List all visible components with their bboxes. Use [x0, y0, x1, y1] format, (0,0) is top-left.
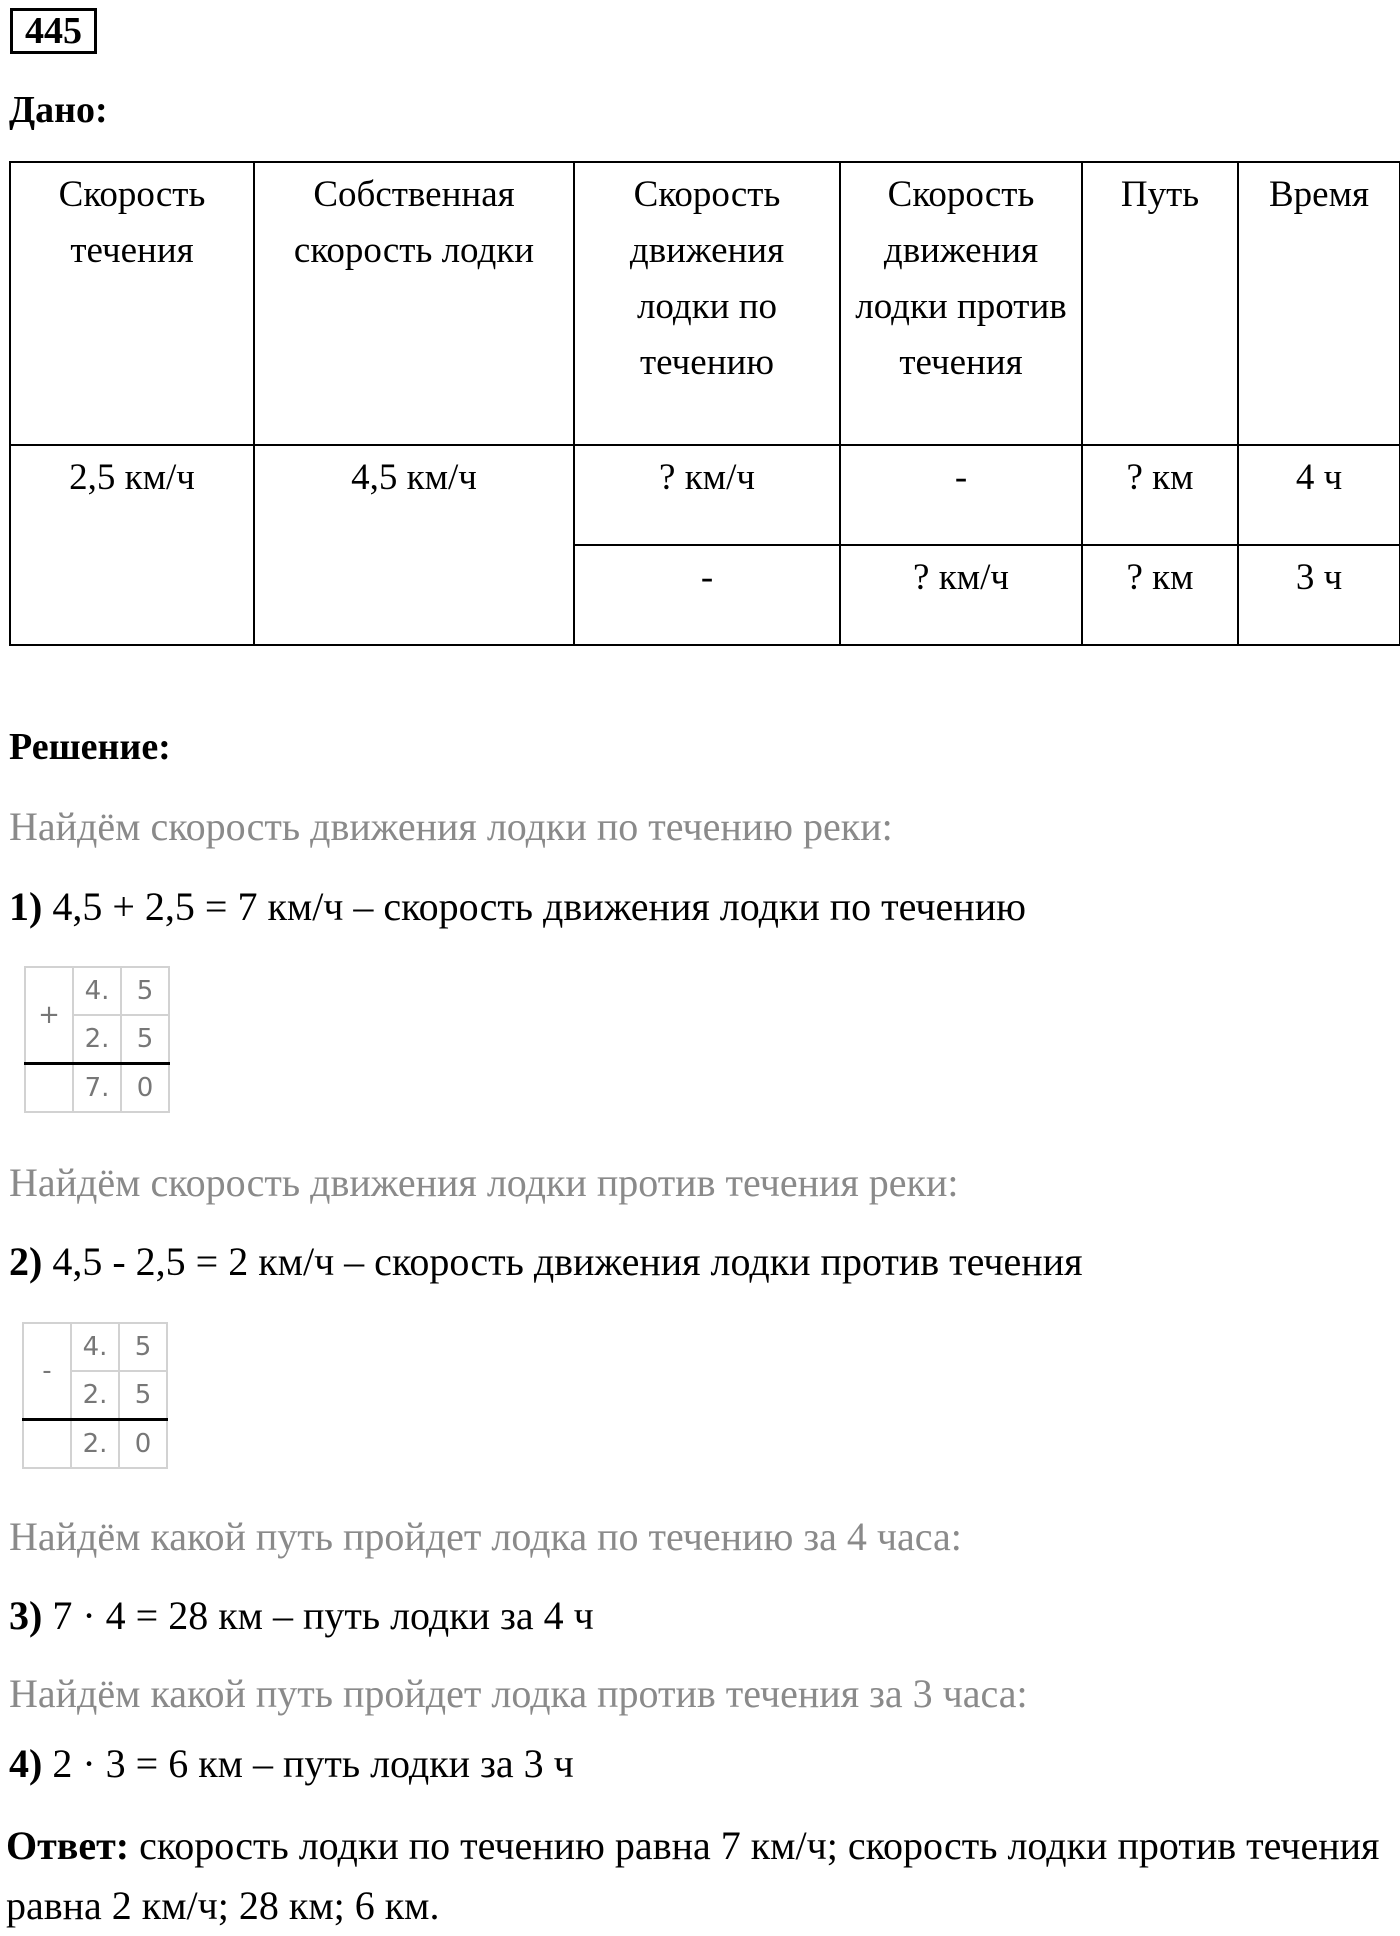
calc-digit: 5 — [121, 1015, 169, 1064]
cell-distance: ? км — [1082, 545, 1238, 645]
cell-downstream-speed: ? км/ч — [574, 445, 840, 545]
cell-current-speed: 2,5 км/ч — [10, 445, 254, 645]
subtraction-column-calc — [22, 1322, 168, 1469]
calc-digit: 7. — [73, 1064, 121, 1113]
cell-time: 4 ч — [1238, 445, 1400, 545]
solution-heading: Решение: — [9, 726, 171, 768]
given-heading: Дано: — [9, 89, 108, 131]
header-downstream-speed: Скорость движения лодки по течению — [574, 162, 840, 445]
step-1-text: 4,5 + 2,5 = 7 км/ч – скорость движения лодки по течению — [42, 884, 1026, 929]
calc-blank — [23, 1420, 71, 1469]
given-table — [9, 161, 1400, 646]
header-own-speed: Собственная скорость лодки — [254, 162, 574, 445]
step-4-equation — [9, 1740, 574, 1787]
calc-digit: 4. — [73, 967, 121, 1015]
header-upstream-speed: Скорость движения лодки против течения — [840, 162, 1082, 445]
step-2-text: 4,5 - 2,5 = 2 км/ч – скорость движения лодки против течения — [42, 1239, 1083, 1284]
step-2-number: 2) — [9, 1239, 43, 1284]
cell-time: 3 ч — [1238, 545, 1400, 645]
answer-label: Ответ: — [6, 1823, 130, 1868]
calc-digit: 2. — [71, 1371, 119, 1420]
problem-number: 445 — [10, 8, 97, 54]
calc-digit: 0 — [119, 1420, 167, 1469]
step-4-text: 2 · 3 = 6 км – путь лодки за 3 ч — [42, 1741, 574, 1786]
step-2-equation — [9, 1238, 1083, 1285]
header-time: Время — [1238, 162, 1400, 445]
calc-digit: 0 — [121, 1064, 169, 1113]
calc-digit: 2. — [71, 1420, 119, 1469]
answer-text: скорость лодки по течению равна 7 км/ч; скорость лодки против течения равна 2 км/ч; 28 км; 6 км. — [6, 1823, 1380, 1928]
calc-digit: 5 — [119, 1371, 167, 1420]
answer — [6, 1816, 1396, 1936]
table-row — [10, 445, 1400, 545]
cell-upstream-speed: - — [840, 445, 1082, 545]
calc-digit: 5 — [119, 1323, 167, 1371]
calc-digit: 4. — [71, 1323, 119, 1371]
addition-column-calc — [24, 966, 170, 1113]
calc-blank — [25, 1064, 73, 1113]
cell-downstream-speed: - — [574, 545, 840, 645]
step-3-text: 7 · 4 = 28 км – путь лодки за 4 ч — [42, 1593, 594, 1638]
cell-upstream-speed: ? км/ч — [840, 545, 1082, 645]
calc-digit: 2. — [73, 1015, 121, 1064]
step-1-hint: Найдём скорость движения лодки по течению реки: — [9, 804, 893, 849]
step-1-equation — [9, 883, 1026, 930]
step-1-number: 1) — [9, 884, 43, 929]
calc-sign: - — [23, 1323, 71, 1420]
cell-distance: ? км — [1082, 445, 1238, 545]
calc-digit: 5 — [121, 967, 169, 1015]
step-4-hint: Найдём какой путь пройдет лодка против течения за 3 часа: — [9, 1671, 1028, 1716]
step-2-hint: Найдём скорость движения лодки против течения реки: — [9, 1160, 959, 1205]
header-distance: Путь — [1082, 162, 1238, 445]
step-4-number: 4) — [9, 1741, 43, 1786]
step-3-equation — [9, 1592, 594, 1639]
header-current-speed: Скорость течения — [10, 162, 254, 445]
step-3-number: 3) — [9, 1593, 43, 1638]
step-3-hint: Найдём какой путь пройдет лодка по течению за 4 часа: — [9, 1514, 962, 1559]
table-header-row — [10, 162, 1400, 445]
cell-own-speed: 4,5 км/ч — [254, 445, 574, 645]
calc-sign: + — [25, 967, 73, 1064]
